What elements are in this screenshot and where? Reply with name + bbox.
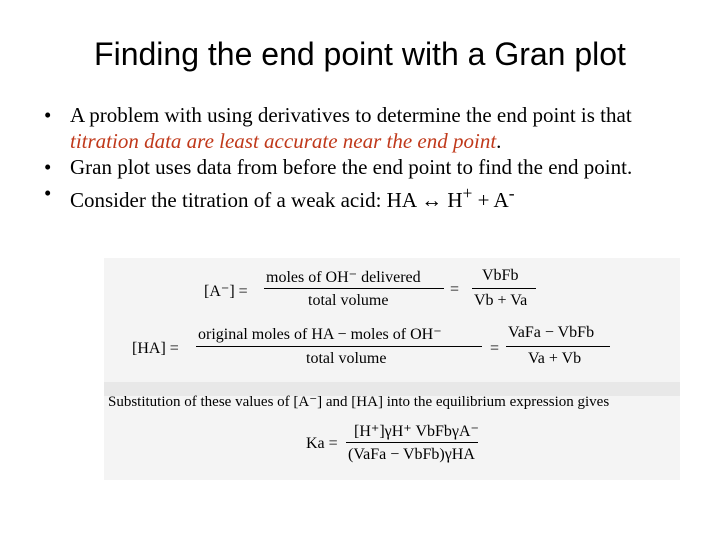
ha-denominator-2: Va + Vb [528,350,582,367]
bullet-highlight: titration data are least accurate near the end point [70,129,497,153]
bullet-text: Gran plot uses data from before the end point to find the end point. [70,155,633,179]
bullet-item [44,102,694,154]
scanned-equations-image [104,258,680,480]
ha-denominator: total volume [306,350,387,367]
ha-numerator-2: VaFa − VbFb [508,324,595,341]
bullet-item [44,180,694,213]
superscript-minus: - [508,183,515,203]
a-minus-label: [A⁻] = [204,283,248,300]
equals-sign: = [490,340,500,357]
a-minus-numerator: moles of OH⁻ delivered [266,269,421,286]
bullet-text: A problem with using derivatives to determine the end point is that [70,103,632,127]
ka-label: Ka = [306,435,338,452]
superscript-plus: + [462,183,473,203]
ha-numerator: original moles of HA − moles of OH⁻ [198,326,442,343]
ha-label: [HA] = [132,340,179,357]
slide-title: Finding the end point with a Gran plot [94,36,626,72]
bullet-list [44,102,694,213]
fraction-bar [506,346,610,347]
a-minus-denominator-2: Vb + Va [474,292,528,309]
bullet-text-mid: + A [472,188,509,212]
a-minus-numerator-2: VbFb [482,267,519,284]
bullet-text: Consider the titration of a weak acid: HA ↔ H [70,188,463,212]
ka-denominator: (VaFa − VbFb)γHA [348,446,475,463]
bullet-dot-icon: • [44,181,52,205]
substitution-sentence: Substitution of these values of [A⁻] and [HA] into the equilibrium expression gives [108,394,610,410]
bullet-text-end: . [496,129,502,153]
bullet-item [44,154,694,180]
bullet-dot-icon: • [44,155,52,179]
fraction-bar [472,288,536,289]
bullet-dot-icon: • [44,103,52,127]
equals-sign: = [450,281,460,298]
a-minus-denominator: total volume [308,292,389,309]
ka-numerator: [H⁺]γH⁺ VbFbγA⁻ [354,423,479,440]
fraction-bar [264,288,444,289]
fraction-bar [346,442,478,443]
fraction-bar [196,346,482,347]
